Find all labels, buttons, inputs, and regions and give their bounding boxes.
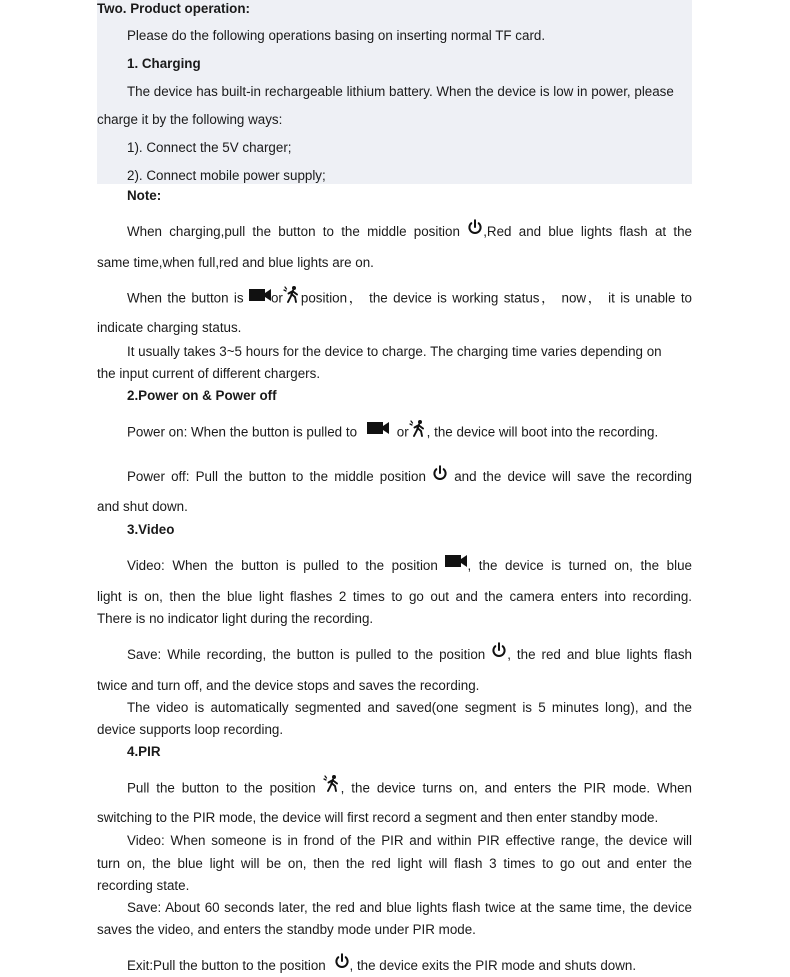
video-text: Video: When the button is pulled to the position [127, 558, 438, 573]
video-line-1 [97, 558, 692, 574]
camera-icon [367, 421, 389, 435]
pir-motion-icon [283, 285, 301, 303]
pir-video-line-2: turn on, the blue light will be on, then the red light will flash 3 times to go out and enter the [97, 856, 692, 871]
video-save-line [97, 647, 692, 663]
power-heading: 2.Power on & Power off [127, 388, 277, 403]
note-line-2: same time,when full,red and blue lights are on. [97, 255, 374, 270]
note-line-5: It usually takes 3~5 hours for the device to charge. The charging time varies depending on [127, 344, 662, 359]
camera-icon [249, 288, 271, 302]
or-text: or [396, 424, 409, 440]
charging-text-2: charge it by the following ways: [97, 112, 283, 127]
pir-save-line-1: Save: About 60 seconds later, the red and blue lights flash twice at the same time, the device [127, 900, 692, 915]
video-save-text: Save: While recording, the button is pulled to the position [127, 647, 486, 662]
note-text: When charging,pull the button to the middle position [127, 224, 460, 239]
pir-line-2: switching to the PIR mode, the device will first record a segment and then enter standby mode. [97, 810, 659, 825]
video-save-line-2: twice and turn off, and the device stops and saves the recording. [97, 678, 480, 693]
section-title: Two. Product operation: [97, 1, 250, 16]
or-text: or [270, 290, 283, 306]
video-save-text: , the red and blue lights flash [507, 647, 692, 662]
power-icon [491, 642, 507, 658]
pir-exit-line [97, 958, 692, 974]
pir-line-1 [97, 780, 692, 798]
charging-way-2: 2). Connect mobile power supply; [127, 168, 326, 183]
power-off-text: and the device will save the recording [454, 469, 692, 484]
note-line-3 [97, 290, 692, 308]
pir-exit-text: Exit:Pull the button to the position [127, 958, 326, 973]
power-on-text: , the device will boot into the recording. [426, 424, 659, 440]
pir-motion-icon [323, 774, 341, 792]
pir-save-line-2: saves the video, and enters the standby mode under PIR mode. [97, 922, 476, 937]
charging-heading: 1. Charging [127, 56, 201, 71]
video-segment-line: The video is automatically segmented and saved(one segment is 5 minutes long), and the [127, 700, 692, 715]
note-line-1 [97, 224, 692, 240]
power-icon [467, 219, 483, 235]
pir-video-line-1: Video: When someone is in frond of the PIR and within PIR effective range, the device will [127, 833, 692, 848]
note-line-6: the input current of different chargers. [97, 366, 321, 381]
camera-icon [445, 554, 467, 568]
pir-heading: 4.PIR [127, 744, 161, 759]
note-line-4: indicate charging status. [97, 320, 242, 335]
power-icon [334, 953, 350, 969]
video-segment-line-2: device supports loop recording. [97, 722, 284, 737]
intro-text: Please do the following operations basing on inserting normal TF card. [127, 28, 546, 43]
video-line-3: There is no indicator light during the recording. [97, 611, 374, 626]
pir-video-line-3: recording state. [97, 878, 190, 893]
pir-exit-text: , the device exits the PIR mode and shuts down. [349, 958, 637, 973]
pir-text: , the device turns on, and enters the PIR mode. When [340, 780, 692, 796]
note-text: When the button is [127, 290, 244, 306]
note-text: ,Red and blue lights flash at the [483, 224, 693, 239]
power-off-line-2: and shut down. [97, 499, 188, 514]
note-text: position， the device is working status， now， it is unable to [300, 290, 692, 306]
video-text: , the device is turned on, the blue [467, 558, 692, 573]
video-heading: 3.Video [127, 522, 175, 537]
power-icon [432, 465, 448, 481]
pir-motion-icon [409, 419, 427, 437]
power-on-text: Power on: When the button is pulled to [127, 424, 358, 440]
power-off-text: Power off: Pull the button to the middle position [127, 469, 426, 484]
pir-text: Pull the button to the position [127, 780, 316, 796]
power-on-line [97, 424, 692, 442]
charging-way-1: 1). Connect the 5V charger; [127, 140, 292, 155]
note-label: Note: [127, 188, 162, 203]
power-off-line [97, 469, 692, 485]
video-line-2: light is on, then the blue light flashes 2 times to go out and the camera enters into recording. [97, 589, 692, 604]
charging-text-1: The device has built-in rechargeable lithium battery. When the device is low in power, please [127, 84, 674, 99]
